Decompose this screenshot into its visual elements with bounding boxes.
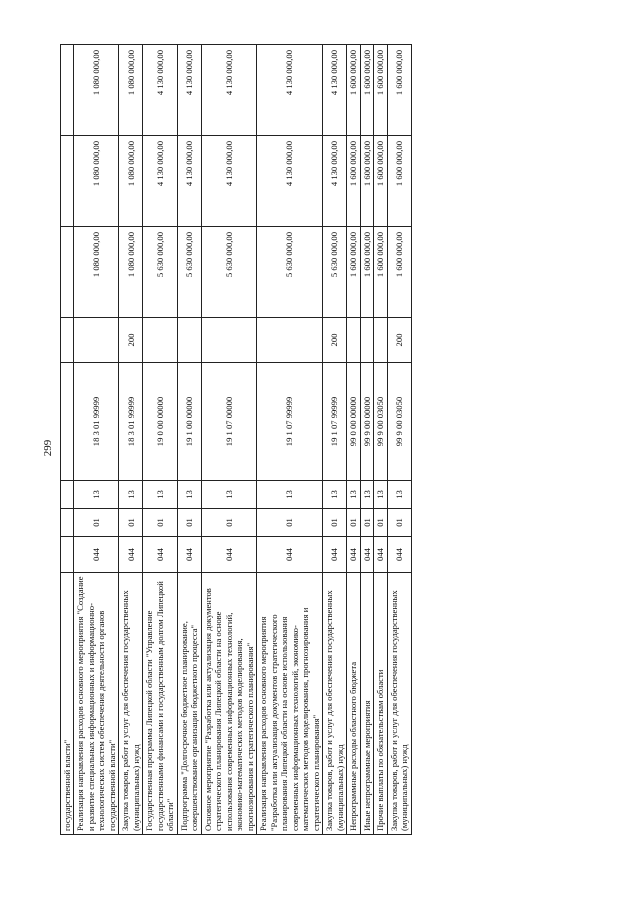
table-row [347, 45, 360, 835]
row-amount-1: 1 600 000,00 [347, 227, 360, 318]
row-gr-code: 044 [119, 537, 143, 573]
table-row [257, 45, 323, 835]
table-row [323, 45, 347, 835]
row-csr-code: 18 3 01 99999 [74, 363, 119, 481]
row-vr-code: 200 [119, 318, 143, 363]
row-rz-code [61, 509, 74, 537]
row-pr-code: 13 [374, 481, 387, 509]
row-vr-code [374, 318, 387, 363]
row-amount-2: 1 600 000,00 [360, 136, 373, 227]
row-pr-code: 13 [257, 481, 323, 509]
row-csr-code: 19 0 00 00000 [143, 363, 177, 481]
row-rz-code: 01 [360, 509, 373, 537]
row-amount-1 [61, 227, 74, 318]
row-vr-code [257, 318, 323, 363]
row-name: Закупка товаров, работ и услуг для обеспечения государственных (муниципальных) нужд [323, 573, 347, 835]
row-amount-3: 1 600 000,00 [374, 45, 387, 136]
row-rz-code: 01 [374, 509, 387, 537]
row-amount-2: 1 600 000,00 [374, 136, 387, 227]
row-gr-code: 044 [177, 537, 201, 573]
row-name: Основное мероприятие "Разработка или актуализация документов стратегического планирования Липецкой области на основе использования современных информационных технологий, экономико-математических методов моделирования, прогнозирования и стратегического планирования" [201, 573, 256, 835]
row-amount-3: 1 080 000,00 [119, 45, 143, 136]
row-gr-code: 044 [143, 537, 177, 573]
row-pr-code: 13 [201, 481, 256, 509]
row-pr-code: 13 [177, 481, 201, 509]
row-rz-code: 01 [323, 509, 347, 537]
row-amount-1: 1 600 000,00 [387, 227, 411, 318]
row-name: Закупка товаров, работ и услуг для обеспечения государственных (муниципальных) нужд [387, 573, 411, 835]
row-name: государственной власти" [61, 573, 74, 835]
table-row [119, 45, 143, 835]
row-pr-code: 13 [323, 481, 347, 509]
row-csr-code [61, 363, 74, 481]
row-pr-code: 13 [119, 481, 143, 509]
row-csr-code: 19 1 07 99999 [323, 363, 347, 481]
row-amount-2: 1 080 000,00 [119, 136, 143, 227]
row-name: Прочие выплаты по обязательствам области [374, 573, 387, 835]
table-row [387, 45, 411, 835]
budget-table-body [61, 45, 412, 835]
row-amount-1: 5 630 000,00 [323, 227, 347, 318]
table-row [177, 45, 201, 835]
row-amount-2: 1 600 000,00 [347, 136, 360, 227]
row-amount-3 [61, 45, 74, 136]
table-row [74, 45, 119, 835]
row-csr-code: 99 9 00 03050 [387, 363, 411, 481]
row-gr-code: 044 [387, 537, 411, 573]
row-amount-3: 1 600 000,00 [387, 45, 411, 136]
row-name: Подпрограмма "Долгосрочное бюджетное планирование, совершенствование организации бюджетного процесса" [177, 573, 201, 835]
row-rz-code: 01 [347, 509, 360, 537]
row-amount-1: 5 630 000,00 [257, 227, 323, 318]
row-vr-code [201, 318, 256, 363]
row-csr-code: 18 3 01 99999 [119, 363, 143, 481]
row-amount-2: 4 130 000,00 [323, 136, 347, 227]
table-row [374, 45, 387, 835]
row-amount-2: 1 600 000,00 [387, 136, 411, 227]
row-rz-code: 01 [257, 509, 323, 537]
row-csr-code: 19 1 07 99999 [257, 363, 323, 481]
row-rz-code: 01 [119, 509, 143, 537]
row-amount-3: 4 130 000,00 [201, 45, 256, 136]
row-vr-code [360, 318, 373, 363]
row-amount-1: 1 600 000,00 [360, 227, 373, 318]
row-csr-code: 99 0 00 00000 [347, 363, 360, 481]
row-gr-code: 044 [74, 537, 119, 573]
row-amount-3: 4 130 000,00 [177, 45, 201, 136]
row-amount-1: 5 630 000,00 [201, 227, 256, 318]
row-gr-code: 044 [201, 537, 256, 573]
row-amount-1: 1 080 000,00 [74, 227, 119, 318]
row-vr-code [61, 318, 74, 363]
row-name: Государственная программа Липецкой области "Управление государственными финансами и государственным долгом Липецкой области" [143, 573, 177, 835]
row-amount-1: 5 630 000,00 [177, 227, 201, 318]
row-gr-code: 044 [257, 537, 323, 573]
row-pr-code: 13 [387, 481, 411, 509]
row-name: Непрограммные расходы областного бюджета [347, 573, 360, 835]
row-csr-code: 19 1 00 00000 [177, 363, 201, 481]
row-amount-3: 4 130 000,00 [257, 45, 323, 136]
row-vr-code [347, 318, 360, 363]
row-amount-1: 1 080 000,00 [119, 227, 143, 318]
row-name: Реализация направления расходов основного мероприятия "Создание и развитие специальных информационных и информационно-технологических систем обеспечения деятельности органов государственной власти" [74, 573, 119, 835]
row-vr-code: 200 [323, 318, 347, 363]
row-amount-1: 5 630 000,00 [143, 227, 177, 318]
rotated-page-content [60, 45, 580, 835]
row-gr-code: 044 [360, 537, 373, 573]
row-amount-2: 4 130 000,00 [257, 136, 323, 227]
row-gr-code: 044 [323, 537, 347, 573]
row-amount-3: 4 130 000,00 [143, 45, 177, 136]
table-row [360, 45, 373, 835]
row-rz-code: 01 [201, 509, 256, 537]
row-vr-code [74, 318, 119, 363]
row-pr-code: 13 [143, 481, 177, 509]
row-amount-3: 1 080 000,00 [74, 45, 119, 136]
row-rz-code: 01 [74, 509, 119, 537]
page-number-text: 299 [42, 439, 54, 457]
row-amount-3: 1 600 000,00 [347, 45, 360, 136]
row-amount-3: 1 600 000,00 [360, 45, 373, 136]
row-name: Иные непрограммные мероприятия [360, 573, 373, 835]
row-csr-code: 99 9 00 03050 [374, 363, 387, 481]
row-amount-2 [61, 136, 74, 227]
row-name: Закупка товаров, работ и услуг для обеспечения государственных (муниципальных) нужд [119, 573, 143, 835]
row-amount-2: 4 130 000,00 [177, 136, 201, 227]
row-amount-1: 1 600 000,00 [374, 227, 387, 318]
row-pr-code: 13 [347, 481, 360, 509]
row-name: Реализация направления расходов основного мероприятия "Разработка или актуализация документов стратегического планирования Липецкой области на основе использования современных информационных технологий, экономико-математических методов моделирования, прогнозирования и стратегического планирования" [257, 573, 323, 835]
table-row [201, 45, 256, 835]
page-number [40, 430, 60, 470]
row-pr-code [61, 481, 74, 509]
row-amount-2: 1 080 000,00 [74, 136, 119, 227]
row-amount-2: 4 130 000,00 [143, 136, 177, 227]
row-amount-3: 4 130 000,00 [323, 45, 347, 136]
row-rz-code: 01 [177, 509, 201, 537]
row-gr-code [61, 537, 74, 573]
row-csr-code: 99 9 00 00000 [360, 363, 373, 481]
row-pr-code: 13 [360, 481, 373, 509]
row-gr-code: 044 [374, 537, 387, 573]
table-row [143, 45, 177, 835]
row-rz-code: 01 [387, 509, 411, 537]
table-row [61, 45, 74, 835]
row-rz-code: 01 [143, 509, 177, 537]
row-vr-code [177, 318, 201, 363]
row-csr-code: 19 1 07 00000 [201, 363, 256, 481]
row-vr-code: 200 [387, 318, 411, 363]
row-amount-2: 4 130 000,00 [201, 136, 256, 227]
row-pr-code: 13 [74, 481, 119, 509]
row-vr-code [143, 318, 177, 363]
budget-table [60, 44, 412, 835]
row-gr-code: 044 [347, 537, 360, 573]
